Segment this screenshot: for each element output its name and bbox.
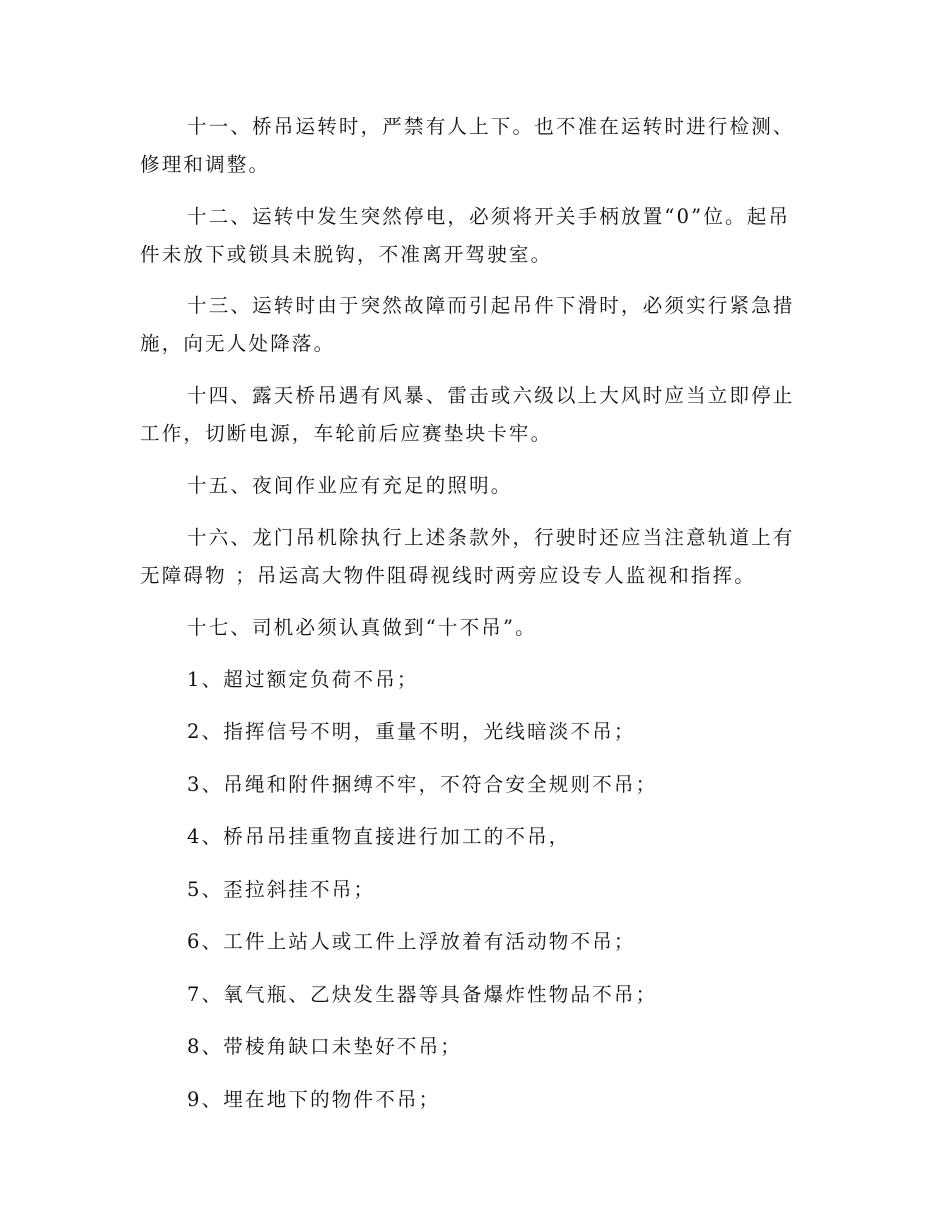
paragraph-line: 修理和调整。 xyxy=(140,153,271,176)
list-item-9: 9、埋在地下的物件不吊； xyxy=(187,1088,441,1111)
paragraph-14 xyxy=(140,377,810,453)
paragraph-13 xyxy=(140,287,810,363)
paragraph-17 xyxy=(140,609,810,647)
paragraph-16 xyxy=(140,519,810,595)
paragraph-line: 十七、司机必须认真做到“十不吊”。 xyxy=(187,616,537,639)
paragraph-line: 工作，切断电源，车轮前后应赛垫块卡牢。 xyxy=(140,422,553,445)
list-item-1: 1、超过额定负荷不吊； xyxy=(187,668,419,691)
list-item-8: 8、带棱角缺口未垫好不吊； xyxy=(187,1035,463,1058)
list-item-2: 2、指挥信号不明，重量不明，光线暗淡不吊； xyxy=(187,720,636,743)
paragraph-11 xyxy=(140,108,810,184)
list-item-5: 5、歪拉斜挂不吊； xyxy=(187,878,376,901)
paragraph-line: 十三、运转时由于突然故障而引起吊件下滑时，必须实行紧急措 xyxy=(187,294,795,317)
paragraph-line: 件未放下或锁具未脱钩，不准离开驾驶室。 xyxy=(140,243,553,266)
list-item-4: 4、桥吊吊挂重物直接进行加工的不吊， xyxy=(187,825,571,848)
paragraph-line: 十二、运转中发生突然停电，必须将开关手柄放置“0”位。起吊 xyxy=(187,205,791,228)
paragraph-line: 十六、龙门吊机除执行上述条款外，行驶时还应当注意轨道上有 xyxy=(187,526,795,549)
list-item-3: 3、吊绳和附件捆缚不牢，不符合安全规则不吊； xyxy=(187,773,658,796)
paragraph-line: 施，向无人处降落。 xyxy=(140,332,336,355)
list-item-6: 6、工件上站人或工件上浮放着有活动物不吊； xyxy=(187,930,636,953)
paragraph-line: 十五、夜间作业应有充足的照明。 xyxy=(187,474,513,497)
paragraph-line: 无障碍物 ；吊运高大物件阻碍视线时两旁应设专人监视和指挥。 xyxy=(140,564,756,587)
paragraph-line: 十一、桥吊运转时，严禁有人上下。也不准在运转时进行检测、 xyxy=(187,115,795,138)
paragraph-12 xyxy=(140,198,810,274)
paragraph-line: 十四、露天桥吊遇有风暴、雷击或六级以上大风时应当立即停止 xyxy=(187,384,795,407)
paragraph-15 xyxy=(140,467,810,505)
list-item-7: 7、氧气瓶、乙炔发生器等具备爆炸性物品不吊； xyxy=(187,983,658,1006)
